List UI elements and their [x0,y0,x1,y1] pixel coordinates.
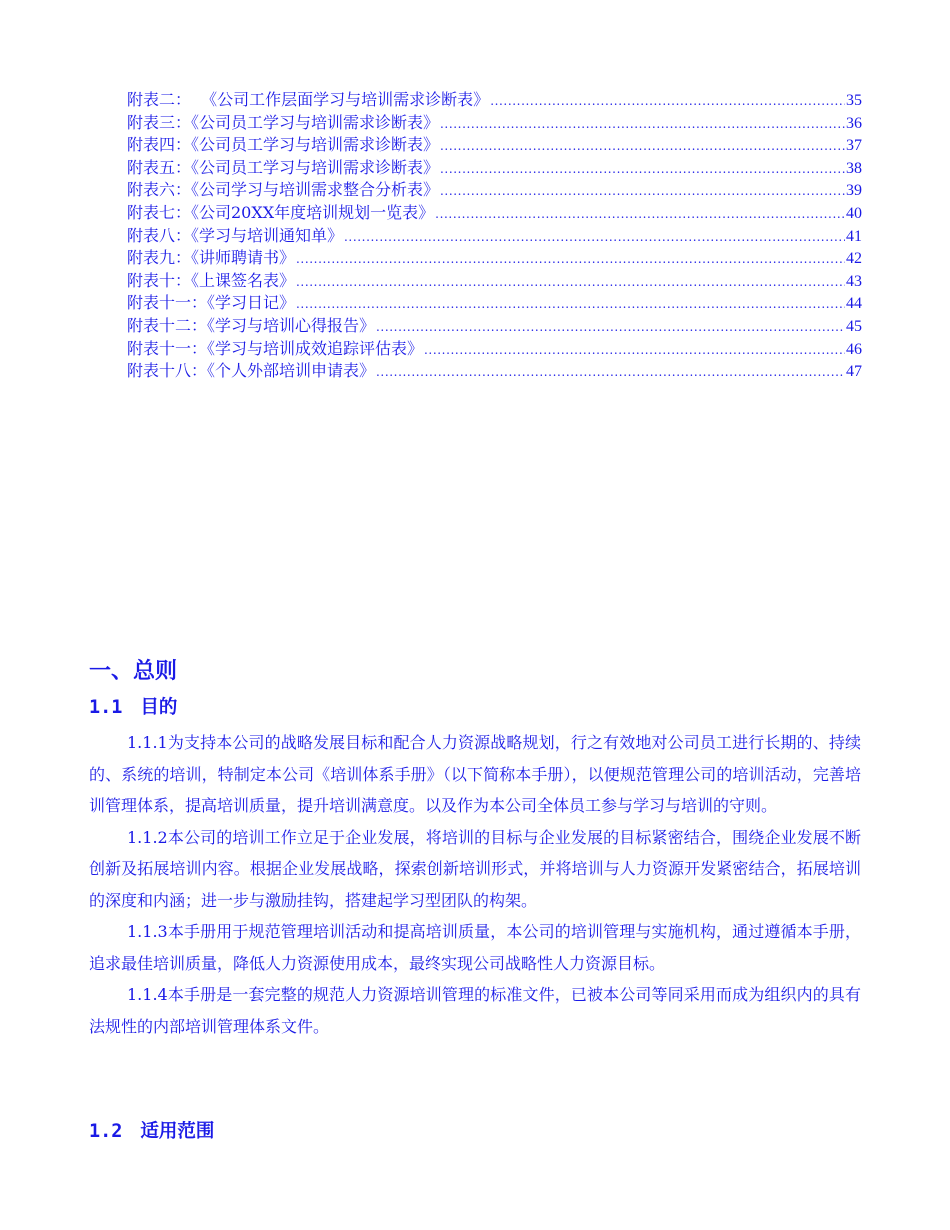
toc-entry[interactable] [127,112,862,135]
toc-entry-label: 附表九：《讲师聘请书》 [127,248,296,268]
section-title: 适用范围 [140,1121,215,1142]
toc-entry[interactable] [127,247,862,270]
toc-page-number: 47 [846,363,862,381]
toc-leader-dots [440,180,845,203]
toc-entry-label: 附表七：《公司20XX年度培训规划一览表》 [127,202,435,222]
toc-entry[interactable] [127,338,862,361]
section-body [89,727,861,1042]
paragraph: 1.1.3本手册用于规范管理培训活动和提高培训质量，本公司的培训管理与实施机构，通过遵循本手册，追求最佳培训质量，降低人力资源使用成本，最终实现公司战略性人力资源目标。 [89,922,861,973]
toc-entry[interactable] [127,292,862,315]
toc-page-number: 36 [846,114,862,132]
section-heading-scope [89,1117,214,1143]
toc-page-number: 46 [846,340,862,358]
toc-entry[interactable] [127,270,862,293]
toc-page-number: 42 [846,250,862,268]
toc-entry[interactable] [127,179,862,202]
paragraph: 1.1.1为支持本公司的战略发展目标和配合人力资源战略规划，行之有效地对公司员工进行长期的、持续的、系统的培训，特制定本公司《培训体系手册》（以下简称本手册），以便规范管理公司的培训活动，完善培训管理体系，提高培训质量，提升培训满意度。以及作为本公司全体员工参与学习与培训的守则。 [89,733,861,815]
toc-leader-dots [344,226,845,249]
toc-entry-label: 附表十一：《学习日记》 [127,293,296,313]
toc-leader-dots [435,203,845,226]
toc-leader-dots [376,316,845,339]
toc-entry-label: 附表十一：《学习与培训成效追踪评估表》 [127,338,424,358]
toc-leader-dots [440,158,845,181]
toc-page-number: 35 [846,92,862,109]
section-number: 1.2 [89,1121,123,1142]
toc-entry-label: 附表八：《学习与培训通知单》 [127,225,344,245]
toc-page-number: 38 [846,159,862,177]
toc-leader-dots [296,293,845,316]
toc-page-number: 41 [846,227,862,245]
toc-page-number: 39 [846,182,862,200]
section-number: 1.1 [89,697,123,718]
toc-entry-label: 附表四：《公司员工学习与培训需求诊断表》 [127,135,440,155]
toc-entry-label: 附表十二：《学习与培训心得报告》 [127,315,376,335]
toc-entry-label: 附表六：《公司学习与培训需求整合分析表》 [127,180,440,200]
toc-entry[interactable] [127,315,862,338]
toc-leader-dots [490,90,845,113]
toc-leader-dots [424,339,845,362]
chapter-heading: 一、总则 [89,659,178,684]
toc-page-number: 43 [846,272,862,290]
toc-leader-dots [296,271,845,294]
toc-leader-dots [296,248,845,271]
toc-leader-dots [376,361,845,384]
toc-leader-dots [440,113,845,136]
toc-entry-label: 附表十八：《个人外部培训申请表》 [127,361,376,381]
toc-entry-label: 附表二： 《公司工作层面学习与培训需求诊断表》 [127,90,490,109]
paragraph: 1.1.2本公司的培训工作立足于企业发展，将培训的目标与企业发展的目标紧密结合，围绕企业发展不断创新及拓展培训内容。根据企业发展战略，探索创新培训形式，并将培训与人力资源开发紧密结合，拓展培训的深度和内涵；进一步与激励挂钩，搭建起学习型团队的构架。 [89,827,861,910]
toc-entry-label: 附表十：《上课签名表》 [127,270,296,290]
section-title: 目的 [140,697,178,718]
toc-entry[interactable] [127,225,862,248]
toc-entry[interactable] [127,89,862,112]
toc-page-number: 37 [846,137,862,155]
appendix-toc [127,89,862,383]
toc-entry[interactable] [127,360,862,383]
toc-entry-label: 附表五：《公司员工学习与培训需求诊断表》 [127,157,440,177]
toc-entry[interactable] [127,202,862,225]
toc-entry[interactable] [127,134,862,157]
toc-entry[interactable] [127,157,862,180]
toc-page-number: 45 [846,317,862,335]
toc-page-number: 44 [846,295,862,313]
toc-leader-dots [440,135,845,158]
paragraph: 1.1.4本手册是一套完整的规范人力资源培训管理的标准文件，已被本公司等同采用而成为组织内的具有法规性的内部培训管理体系文件。 [89,985,861,1036]
toc-page-number: 40 [846,204,862,222]
section-heading-purpose [89,693,177,719]
toc-entry-label: 附表三：《公司员工学习与培训需求诊断表》 [127,112,440,132]
